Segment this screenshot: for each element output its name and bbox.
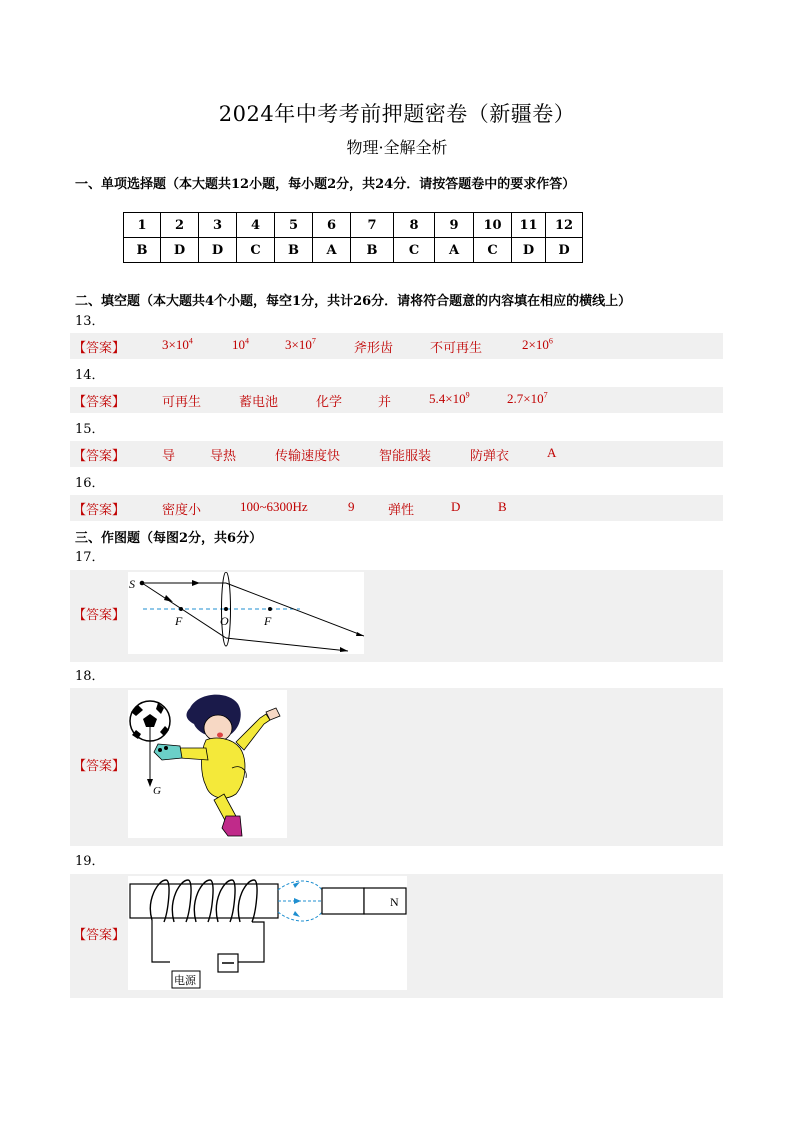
soccer-illustration xyxy=(128,690,287,838)
answer-item: 智能服装 xyxy=(379,449,432,464)
answer-item: 100~6300Hz xyxy=(240,499,308,514)
arrow-icon xyxy=(294,898,301,904)
answer-label: 【答案】 xyxy=(73,759,126,774)
table-cell: B xyxy=(351,238,394,263)
question-number: 17． xyxy=(75,550,105,565)
label-o: O xyxy=(220,614,229,628)
answer-band-18 xyxy=(70,688,723,846)
player-boot xyxy=(154,744,182,760)
table-cell: 10 xyxy=(474,213,512,238)
optical-center xyxy=(224,607,228,611)
answer-band-14 xyxy=(70,387,723,413)
answer-item: $2\times 10^6$ xyxy=(522,336,553,352)
lens-diagram xyxy=(128,572,364,654)
table-cell: D xyxy=(546,238,583,263)
answer-item: 密度小 xyxy=(162,503,202,518)
label-n: N xyxy=(390,895,399,909)
arrow-icon xyxy=(293,911,300,917)
ray-refracted-2 xyxy=(226,638,348,651)
answer-label: 【答案】 xyxy=(73,395,126,410)
answer-item: 导 xyxy=(162,449,176,464)
answer-label: 【答案】 xyxy=(73,341,126,356)
bar-magnet-n xyxy=(364,888,406,914)
arrow-icon xyxy=(356,632,364,636)
answer-item: $3\times 10^4$ xyxy=(162,336,193,352)
focus-left xyxy=(179,607,183,611)
answer-label: 【答案】 xyxy=(73,449,126,464)
answer-band-17 xyxy=(70,570,723,662)
answer-item: 斧形齿 xyxy=(354,341,394,356)
answer-band-16 xyxy=(70,495,723,521)
answer-item: B xyxy=(498,499,507,514)
table-cell: 9 xyxy=(435,213,474,238)
question-number: 19． xyxy=(75,854,105,869)
answer-label: 【答案】 xyxy=(73,928,126,943)
table-cell: B xyxy=(124,238,161,263)
answer-item: 蓄电池 xyxy=(239,395,279,410)
label-f-left: F xyxy=(175,614,183,628)
label-g: G xyxy=(153,785,161,797)
player-sock xyxy=(222,816,242,836)
page-subtitle: 物理·全解全析 xyxy=(346,138,448,157)
table-cell: 8 xyxy=(394,213,435,238)
electromagnet-circuit xyxy=(128,876,407,990)
section3-heading: 三、作图题（每图2分，共6分） xyxy=(75,531,263,546)
bar-magnet-s xyxy=(322,888,364,914)
answer-label: 【答案】 xyxy=(73,608,126,623)
answer-table-answer-row xyxy=(124,238,583,263)
answer-label: 【答案】 xyxy=(73,503,126,518)
page-title: 2024年中考考前押题密卷（新疆卷） xyxy=(218,102,576,126)
question-number: 14． xyxy=(75,368,105,383)
question-number: 16． xyxy=(75,476,105,491)
table-cell: C xyxy=(394,238,435,263)
table-cell: 1 xyxy=(124,213,161,238)
table-cell: 12 xyxy=(546,213,583,238)
table-cell: D xyxy=(199,238,237,263)
answer-item: $3\times 10^7$ xyxy=(285,336,316,352)
player-jersey xyxy=(202,738,245,798)
table-cell: 4 xyxy=(237,213,275,238)
table-cell: A xyxy=(313,238,351,263)
arrow-icon xyxy=(192,580,200,586)
table-cell: 3 xyxy=(199,213,237,238)
answer-band-15 xyxy=(70,441,723,467)
point-s xyxy=(140,581,145,586)
table-cell: 11 xyxy=(512,213,546,238)
section1-heading: 一、单项选择题（本大题共12小题，每小题2分，共24分．请按答题卷中的要求作答） xyxy=(75,177,576,192)
soccer-player-drawing xyxy=(128,690,287,838)
table-cell: C xyxy=(237,238,275,263)
answer-item: 并 xyxy=(378,395,392,410)
answer-item: D xyxy=(451,499,461,514)
ray-through-focus xyxy=(142,583,226,638)
label-f-right: F xyxy=(264,614,272,628)
arrow-icon xyxy=(293,882,300,888)
answer-item: 不可再生 xyxy=(430,341,483,356)
electromagnet-diagram xyxy=(128,876,407,990)
answer-item: 防弹衣 xyxy=(470,449,510,464)
focus-right xyxy=(268,607,272,611)
answer-table-number-row xyxy=(124,213,583,238)
lens-ray-diagram xyxy=(128,572,364,654)
label-power: 电源 xyxy=(174,974,196,987)
answer-table xyxy=(123,212,583,263)
question-number: 13． xyxy=(75,314,105,329)
question-number: 15． xyxy=(75,422,105,437)
table-cell: B xyxy=(275,238,313,263)
table-cell: 5 xyxy=(275,213,313,238)
answer-item: 传输速度快 xyxy=(275,449,341,464)
answer-item: A xyxy=(547,445,557,460)
table-cell: C xyxy=(474,238,512,263)
answer-item: $2.7\times 10^7$ xyxy=(507,390,548,406)
table-cell: 6 xyxy=(313,213,351,238)
answer-item: $10^4$ xyxy=(232,336,249,352)
section2-heading: 二、填空题（本大题共4个小题，每空1分，共计26分．请将符合题意的内容填在相应的横线上） xyxy=(75,294,632,309)
answer-band-13 xyxy=(70,333,723,359)
answer-band-19 xyxy=(70,874,723,998)
wire-left xyxy=(152,920,170,962)
answer-item: 导热 xyxy=(210,449,237,464)
table-cell: A xyxy=(435,238,474,263)
table-cell: D xyxy=(161,238,199,263)
label-s: S xyxy=(129,577,135,591)
table-cell: D xyxy=(512,238,546,263)
answer-item: 9 xyxy=(348,499,355,514)
table-cell: 2 xyxy=(161,213,199,238)
arrow-icon xyxy=(164,595,173,602)
answer-item: $5.4\times 10^9$ xyxy=(429,390,470,406)
ray-refracted-1 xyxy=(226,583,364,636)
table-cell: 7 xyxy=(351,213,394,238)
answer-item: 弹性 xyxy=(388,503,415,518)
question-number: 18． xyxy=(75,669,105,684)
answer-item: 可再生 xyxy=(162,395,202,410)
answer-item: 化学 xyxy=(316,395,343,410)
